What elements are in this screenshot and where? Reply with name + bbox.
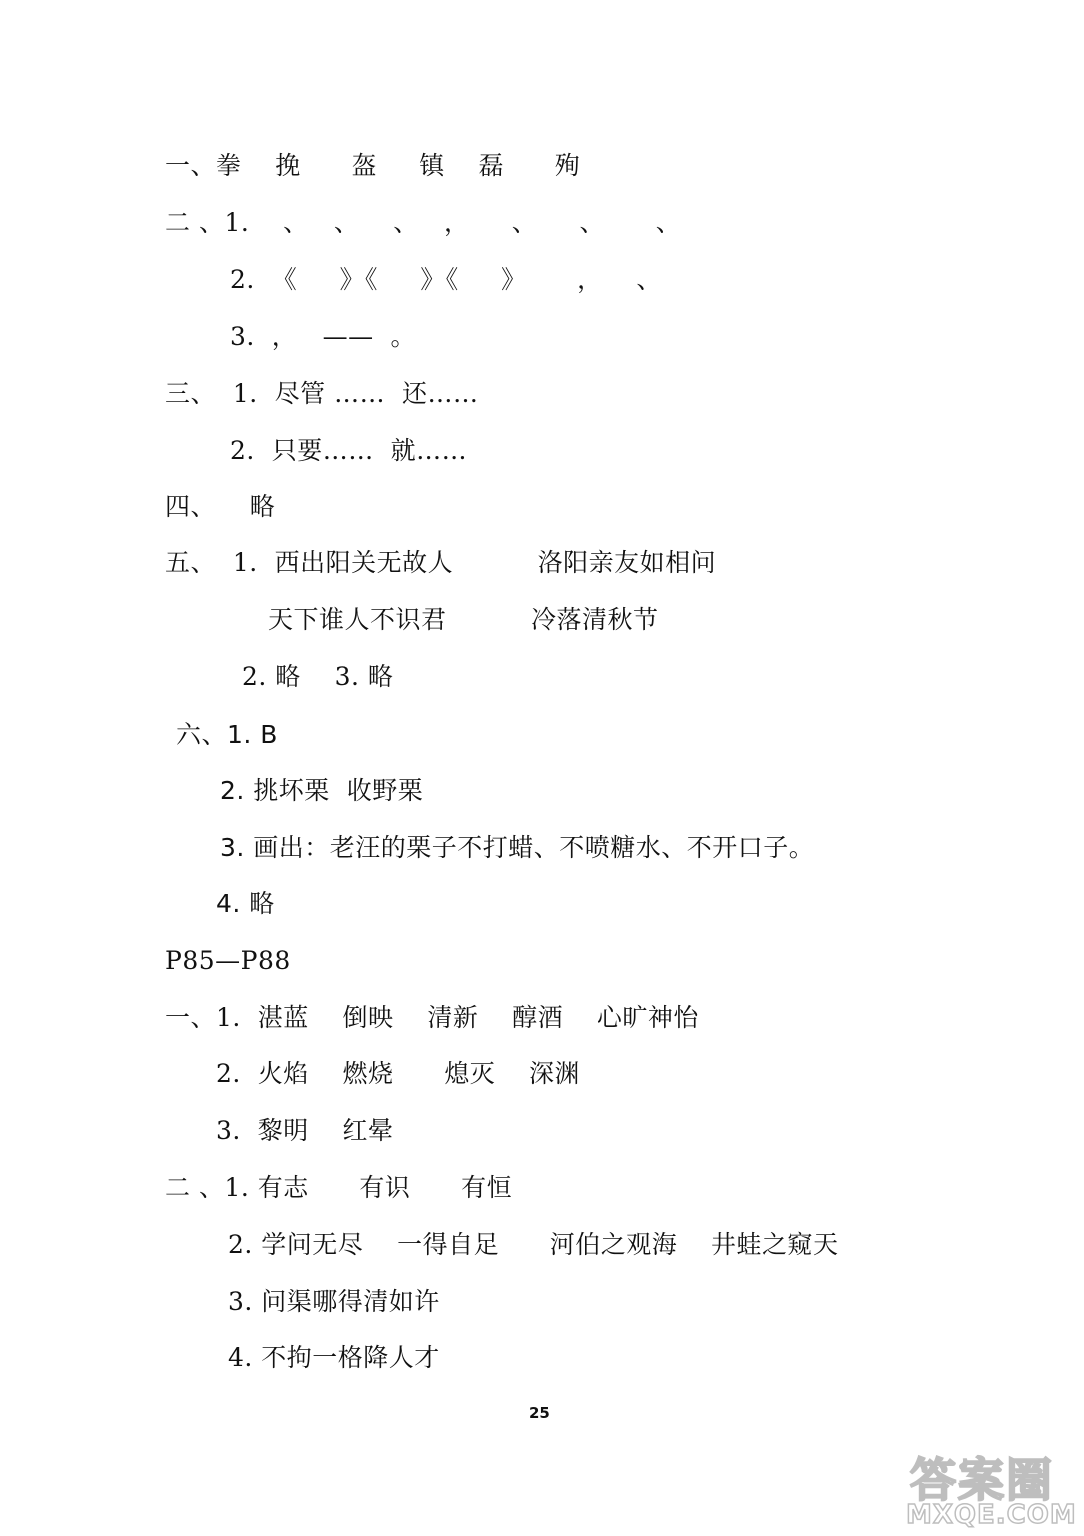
watermark-logo-text: 答案圈 — [910, 1453, 1054, 1507]
answer-line-16: 一、1. 湛蓝 倒映 清新 醇酒 心旷神怡 — [165, 1003, 699, 1032]
answer-line-2: 二 、1. 、 、 、 ， 、 、 、 — [165, 208, 682, 237]
answer-line-6: 2. 只要…… 就…… — [230, 436, 468, 465]
answer-line-12: 2. 挑坏栗 收野栗 — [220, 776, 424, 805]
answer-line-10: 2. 略 3. 略 — [242, 662, 394, 691]
answer-line-20: 2. 学问无尽 一得自足 河伯之观海 井蛙之窥天 — [228, 1230, 839, 1259]
answer-line-17: 2. 火焰 燃烧 熄灭 深渊 — [216, 1059, 581, 1088]
page-number: 25 — [529, 1404, 550, 1422]
site-watermark-logo — [906, 1444, 1078, 1534]
answer-line-22: 4. 不拘一格降人才 — [228, 1343, 440, 1372]
answer-line-1: 一、拳 挽 盔 镇 磊 殉 — [165, 151, 581, 180]
answer-line-14: 4. 略 — [216, 889, 275, 918]
answer-line-3: 2. 《 》《 》《 》 ， 、 — [230, 265, 662, 294]
answer-line-5: 三、 1. 尽管 …… 还…… — [165, 379, 479, 408]
answer-line-21: 3. 问渠哪得清如许 — [228, 1287, 440, 1316]
answer-line-9: 天下谁人不识君 冷落清秋节 — [268, 605, 659, 634]
section-heading-pages: P85—P88 — [165, 946, 291, 975]
answer-line-11: 六、1. B — [176, 720, 278, 749]
answer-line-7: 四、 略 — [165, 492, 276, 521]
answer-line-18: 3. 黎明 红晕 — [216, 1116, 394, 1145]
answer-line-8: 五、 1. 西出阳关无故人 洛阳亲友如相问 — [165, 548, 717, 577]
answer-line-13: 3. 画出：老汪的栗子不打蜡、不喷糖水、不开口子。 — [220, 833, 815, 862]
answer-line-4: 3. ， —— 。 — [230, 322, 416, 351]
answer-line-19: 二 、1. 有志 有识 有恒 — [165, 1173, 513, 1202]
watermark-domain-text: MXQE.COM — [906, 1500, 1077, 1530]
